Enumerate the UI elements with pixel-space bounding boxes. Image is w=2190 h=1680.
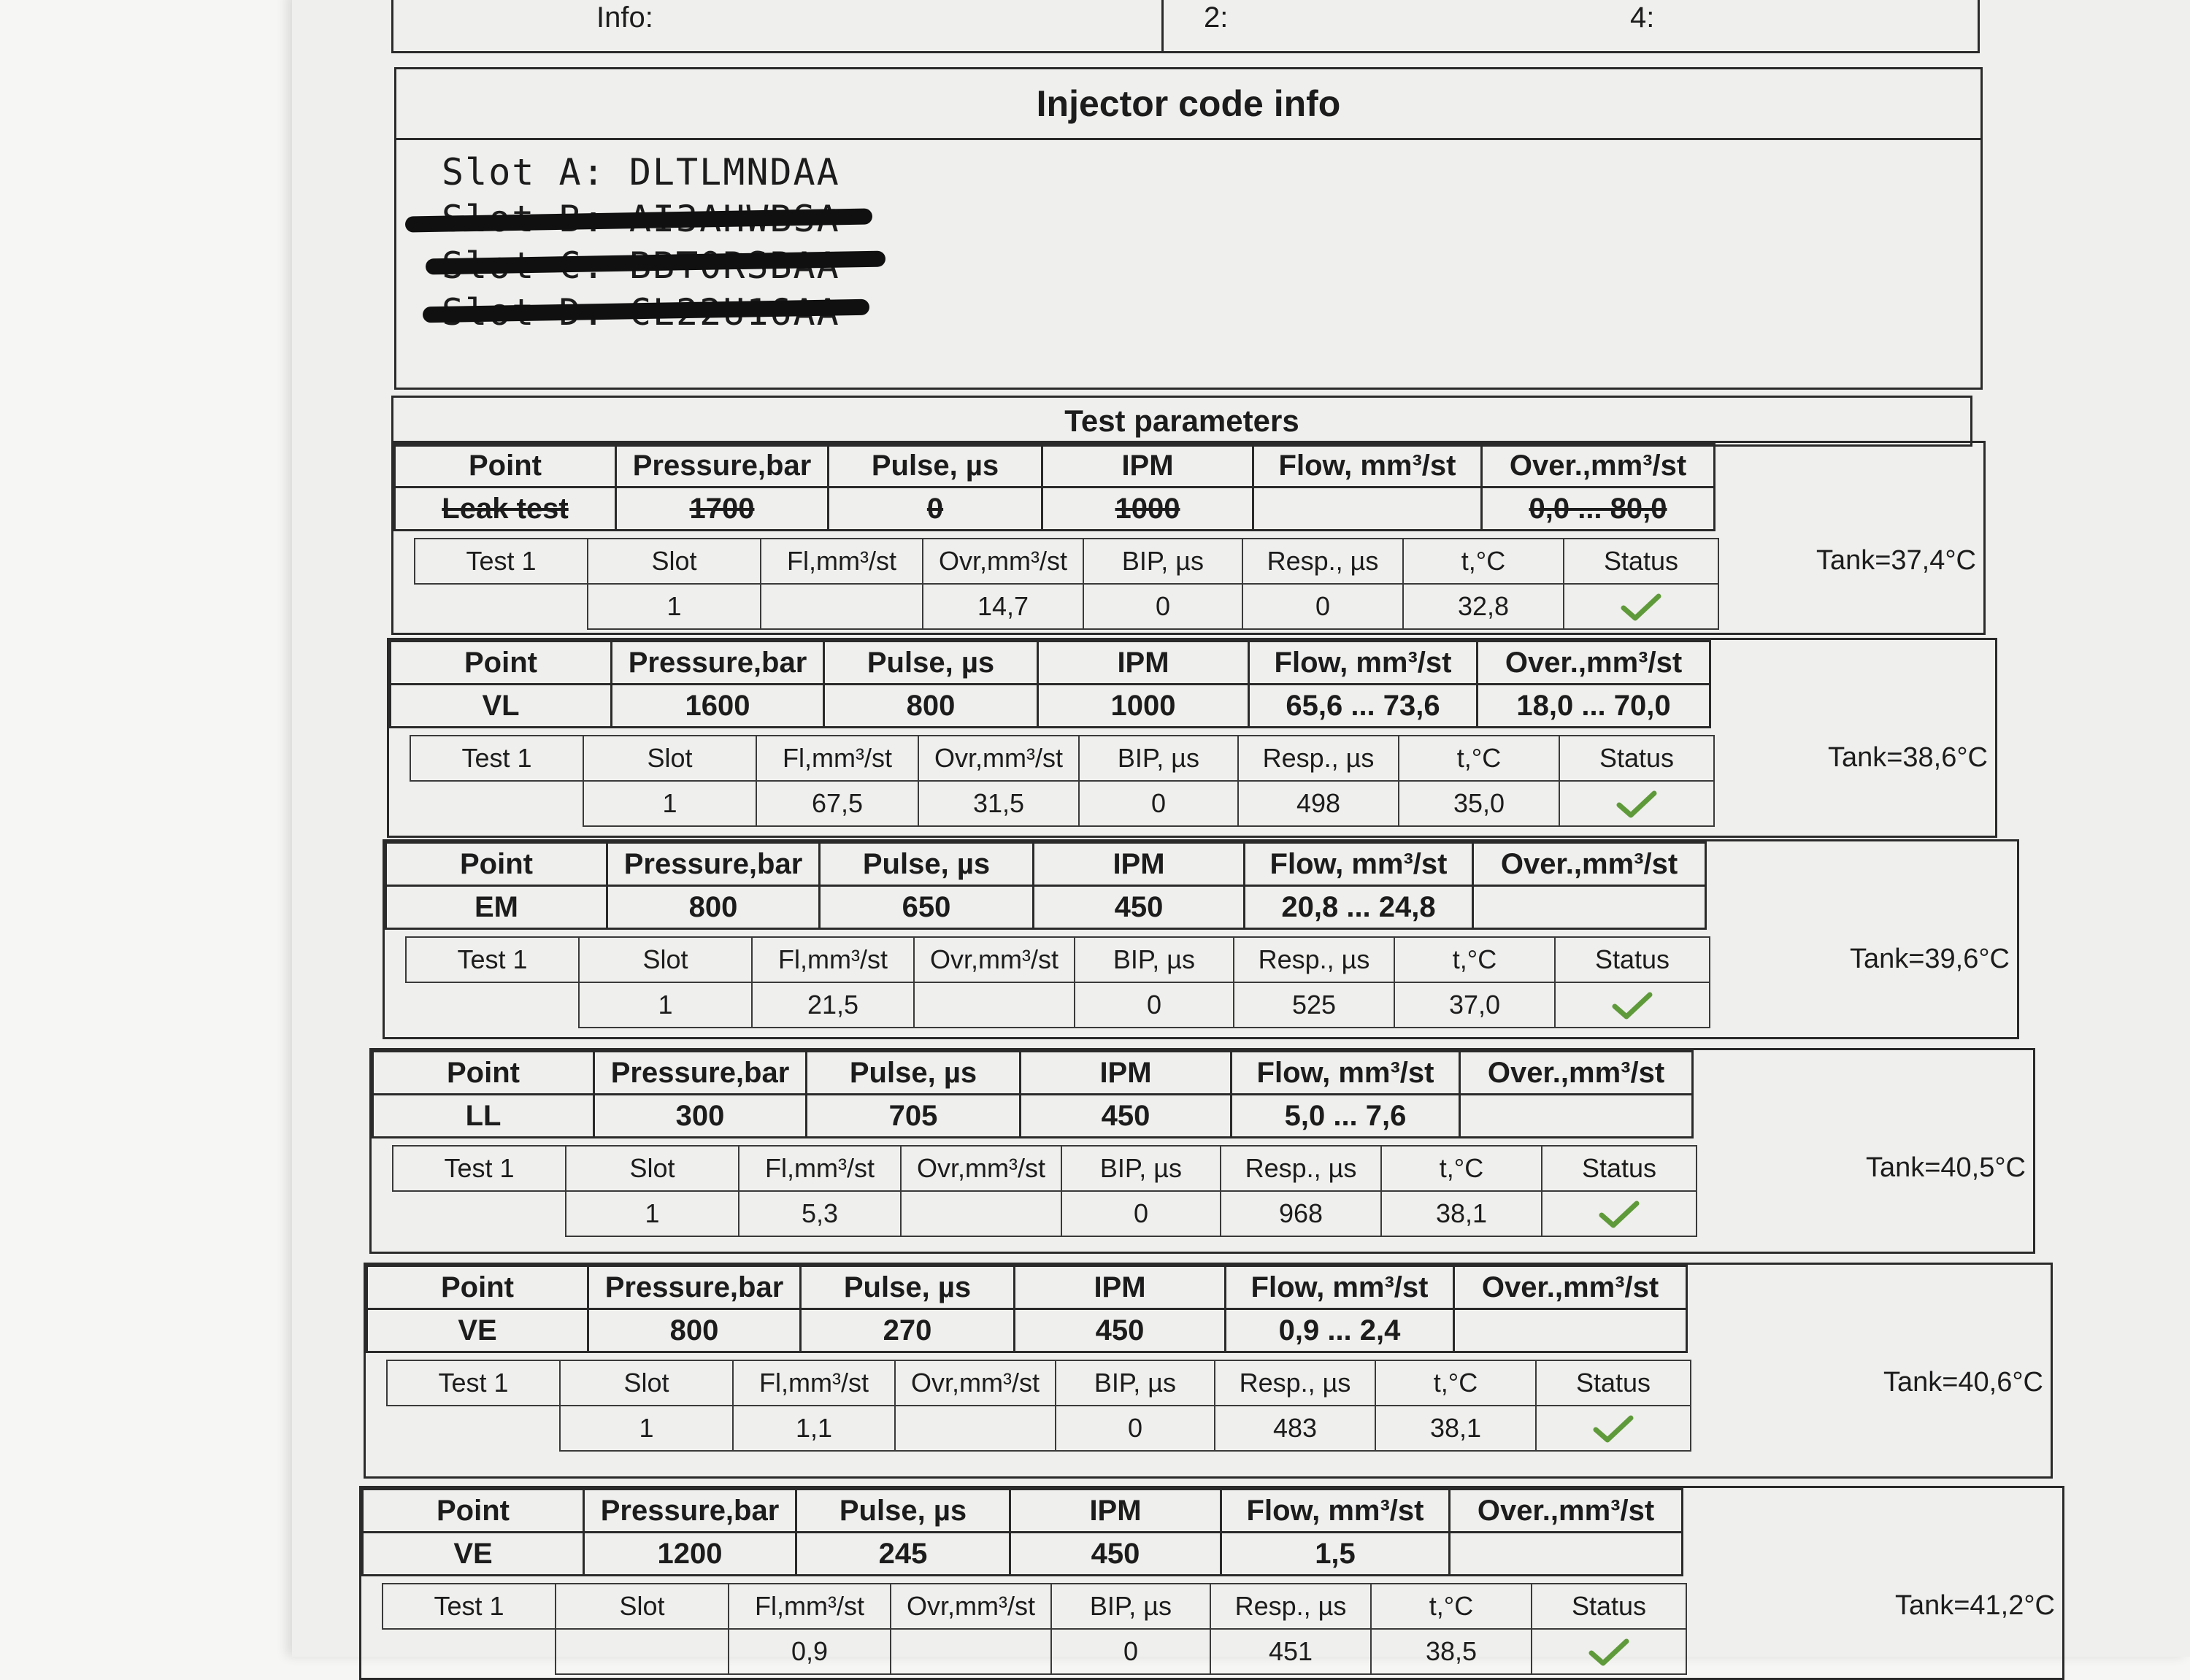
- test-results-table: [386, 1360, 1691, 1452]
- parameter-header-cell: IPM: [1034, 843, 1245, 886]
- param-point: VL: [391, 685, 612, 728]
- parameter-header-cell: Pressure,bar: [607, 843, 820, 886]
- result-ovr: 31,5: [918, 781, 1079, 826]
- results-header-cell: Fl,mm³/st: [729, 1584, 891, 1629]
- test-results-table: [405, 936, 1710, 1028]
- result-slot: 1: [588, 584, 761, 629]
- result-ovr: [891, 1629, 1051, 1674]
- parameter-value-row: [391, 685, 1710, 728]
- results-header-cell: t,°C: [1394, 937, 1555, 982]
- results-header-row: [387, 1360, 1691, 1406]
- results-header-cell: Fl,mm³/st: [752, 937, 914, 982]
- results-header-cell: Ovr,mm³/st: [914, 937, 1075, 982]
- param-pressure: 800: [607, 886, 820, 929]
- parameter-header-row: [391, 641, 1710, 685]
- results-value-row: [387, 1406, 1691, 1451]
- param-over: [1460, 1095, 1693, 1138]
- tank-temperature: Tank=37,4°C: [1816, 545, 1976, 576]
- result-resp: 498: [1238, 781, 1399, 826]
- result-fl: 5,3: [739, 1191, 901, 1236]
- results-header-cell: Resp., µs: [1242, 539, 1403, 584]
- param-flow: 5,0 ... 7,6: [1232, 1095, 1460, 1138]
- param-pulse: 800: [824, 685, 1038, 728]
- result-bip: 0: [1051, 1629, 1210, 1674]
- parameter-header-cell: Over.,mm³/st: [1473, 843, 1706, 886]
- result-bip: 0: [1056, 1406, 1215, 1451]
- result-temp: 37,0: [1394, 982, 1555, 1028]
- result-ovr: [914, 982, 1075, 1028]
- tank-temperature: Tank=39,6°C: [1849, 944, 2010, 974]
- param-flow: 20,8 ... 24,8: [1245, 886, 1473, 929]
- results-header-cell: Ovr,mm³/st: [895, 1360, 1056, 1406]
- param-ipm: 450: [1015, 1309, 1226, 1352]
- param-over: [1450, 1533, 1683, 1576]
- param-point: EM: [386, 886, 607, 929]
- result-fl: [761, 584, 923, 629]
- param-point: VE: [363, 1533, 584, 1576]
- test-label: Test 1: [406, 937, 579, 982]
- results-header-cell: t,°C: [1399, 736, 1559, 781]
- results-header-cell: t,°C: [1371, 1584, 1532, 1629]
- parameter-value-row: [395, 488, 1715, 531]
- results-header-cell: Fl,mm³/st: [756, 736, 918, 781]
- param-pulse: 245: [796, 1533, 1010, 1576]
- result-slot: 1: [560, 1406, 733, 1451]
- info-label: Info:: [596, 1, 653, 34]
- result-fl: 67,5: [756, 781, 918, 826]
- parameter-header-cell: Point: [395, 444, 616, 488]
- parameter-header-cell: IPM: [1021, 1052, 1232, 1095]
- param-ipm: 450: [1034, 886, 1245, 929]
- test-label: Test 1: [410, 736, 583, 781]
- result-temp: 38,1: [1381, 1191, 1542, 1236]
- result-temp: 35,0: [1399, 781, 1559, 826]
- parameter-header-cell: Over.,mm³/st: [1482, 444, 1715, 488]
- param-pulse: 705: [807, 1095, 1021, 1138]
- test-results-table: [392, 1145, 1697, 1237]
- parameter-header-cell: Point: [363, 1490, 584, 1533]
- parameter-header-cell: Flow, mm³/st: [1245, 843, 1473, 886]
- results-header-row: [383, 1584, 1686, 1629]
- results-header-cell: Resp., µs: [1221, 1146, 1381, 1191]
- results-value-row: [415, 584, 1718, 629]
- test-results-table: [414, 538, 1719, 630]
- results-header-cell: Slot: [560, 1360, 733, 1406]
- results-header-cell: Status: [1536, 1360, 1691, 1406]
- parameter-header-cell: Pressure,bar: [612, 641, 824, 685]
- parameter-header-cell: Pressure,bar: [594, 1052, 807, 1095]
- results-header-cell: Ovr,mm³/st: [891, 1584, 1051, 1629]
- test-label: Test 1: [387, 1360, 560, 1406]
- point-parameters-table: [372, 1050, 1694, 1138]
- results-header-cell: Resp., µs: [1238, 736, 1399, 781]
- result-resp: 451: [1210, 1629, 1371, 1674]
- info-row: [391, 0, 1980, 53]
- param-ipm: 1000: [1042, 488, 1253, 531]
- param-ipm: 1000: [1038, 685, 1249, 728]
- results-header-cell: Ovr,mm³/st: [923, 539, 1083, 584]
- param-over: [1473, 886, 1706, 929]
- parameter-header-cell: Pulse, µs: [829, 444, 1042, 488]
- result-bip: 0: [1075, 982, 1234, 1028]
- result-fl: 0,9: [729, 1629, 891, 1674]
- results-header-cell: Status: [1559, 736, 1714, 781]
- result-resp: 968: [1221, 1191, 1381, 1236]
- results-header-cell: Resp., µs: [1210, 1584, 1371, 1629]
- param-point: Leak test: [395, 488, 616, 531]
- result-resp: 0: [1242, 584, 1403, 629]
- tank-temperature: Tank=40,6°C: [1883, 1367, 2043, 1398]
- test-label: Test 1: [383, 1584, 556, 1629]
- parameter-header-cell: Point: [386, 843, 607, 886]
- parameter-value-row: [363, 1533, 1683, 1576]
- results-value-row: [410, 781, 1714, 826]
- status-check-mark-icon: [1555, 982, 1710, 1028]
- parameter-header-cell: IPM: [1010, 1490, 1221, 1533]
- result-temp: 38,1: [1375, 1406, 1536, 1451]
- results-header-cell: Slot: [556, 1584, 729, 1629]
- param-over: 18,0 ... 70,0: [1478, 685, 1710, 728]
- parameter-header-cell: Pulse, µs: [820, 843, 1034, 886]
- test-parameters-title: Test parameters: [391, 396, 1972, 447]
- point-parameters-table: [385, 841, 1707, 930]
- point-parameters-table: [393, 443, 1716, 531]
- parameter-header-cell: Over.,mm³/st: [1460, 1052, 1693, 1095]
- point-parameters-table: [366, 1265, 1688, 1353]
- parameter-header-cell: Flow, mm³/st: [1226, 1266, 1454, 1309]
- result-fl: 1,1: [733, 1406, 895, 1451]
- point-parameters-table: [361, 1488, 1683, 1576]
- parameter-header-row: [395, 444, 1715, 488]
- point-parameters-table: [389, 640, 1711, 728]
- results-header-cell: BIP, µs: [1083, 539, 1242, 584]
- injector-code-info: [394, 67, 1983, 390]
- test-label: Test 1: [415, 539, 588, 584]
- test-section: [364, 1263, 2053, 1479]
- result-resp: 525: [1234, 982, 1394, 1028]
- parameter-value-row: [373, 1095, 1693, 1138]
- parameter-value-row: [386, 886, 1706, 929]
- param-flow: 65,6 ... 73,6: [1249, 685, 1478, 728]
- parameter-header-cell: IPM: [1015, 1266, 1226, 1309]
- blank-cell: [415, 584, 588, 629]
- results-header-cell: t,°C: [1403, 539, 1564, 584]
- param-pulse: 650: [820, 886, 1034, 929]
- results-header-cell: Status: [1532, 1584, 1686, 1629]
- param-point: LL: [373, 1095, 594, 1138]
- test-section: [369, 1048, 2035, 1254]
- results-header-row: [415, 539, 1718, 584]
- parameter-header-cell: Point: [373, 1052, 594, 1095]
- results-header-cell: Status: [1564, 539, 1718, 584]
- results-header-cell: BIP, µs: [1056, 1360, 1215, 1406]
- parameter-value-row: [367, 1309, 1687, 1352]
- parameter-header-row: [386, 843, 1706, 886]
- result-resp: 483: [1215, 1406, 1375, 1451]
- result-slot: 1: [566, 1191, 739, 1236]
- results-value-row: [406, 982, 1710, 1028]
- results-header-cell: Slot: [583, 736, 756, 781]
- parameter-header-cell: IPM: [1038, 641, 1249, 685]
- result-slot: 1: [583, 781, 756, 826]
- parameter-header-cell: Pulse, µs: [807, 1052, 1021, 1095]
- results-value-row: [383, 1629, 1686, 1674]
- parameter-header-cell: Flow, mm³/st: [1249, 641, 1478, 685]
- param-pressure: 1200: [584, 1533, 796, 1576]
- parameter-header-cell: Pressure,bar: [588, 1266, 801, 1309]
- param-pressure: 1700: [616, 488, 829, 531]
- parameter-header-cell: Pulse, µs: [824, 641, 1038, 685]
- parameter-header-cell: Pressure,bar: [616, 444, 829, 488]
- results-header-cell: BIP, µs: [1051, 1584, 1210, 1629]
- results-header-cell: Resp., µs: [1234, 937, 1394, 982]
- param-over: 0,0 ... 80,0: [1482, 488, 1715, 531]
- tank-temperature: Tank=38,6°C: [1827, 742, 1988, 773]
- result-bip: 0: [1061, 1191, 1221, 1236]
- results-header-cell: Status: [1542, 1146, 1697, 1191]
- results-header-row: [410, 736, 1714, 781]
- result-ovr: 14,7: [923, 584, 1083, 629]
- info-col-2: 2:: [1204, 1, 1229, 34]
- parameter-header-cell: IPM: [1042, 444, 1253, 488]
- param-point: VE: [367, 1309, 588, 1352]
- param-flow: [1253, 488, 1482, 531]
- test-results-table: [382, 1583, 1687, 1675]
- results-header-cell: t,°C: [1375, 1360, 1536, 1406]
- result-fl: 21,5: [752, 982, 914, 1028]
- info-divider: [1161, 0, 1164, 51]
- results-header-cell: Slot: [579, 937, 752, 982]
- parameter-header-cell: Flow, mm³/st: [1221, 1490, 1450, 1533]
- results-header-cell: Fl,mm³/st: [739, 1146, 901, 1191]
- blank-cell: [393, 1191, 566, 1236]
- param-flow: 0,9 ... 2,4: [1226, 1309, 1454, 1352]
- parameter-header-cell: Point: [391, 641, 612, 685]
- injector-code-title: Injector code info: [396, 69, 1980, 140]
- test-section: [387, 638, 1997, 838]
- result-bip: 0: [1083, 584, 1242, 629]
- status-check-mark-icon: [1532, 1629, 1686, 1674]
- info-col-4: 4:: [1630, 1, 1655, 34]
- results-header-cell: Status: [1555, 937, 1710, 982]
- param-pressure: 300: [594, 1095, 807, 1138]
- results-header-cell: BIP, µs: [1075, 937, 1234, 982]
- test-results-table: [410, 735, 1715, 827]
- param-ipm: 450: [1021, 1095, 1232, 1138]
- slot-a-code: Slot A: DLTLMNDAA: [442, 151, 840, 193]
- parameter-header-cell: Pulse, µs: [801, 1266, 1015, 1309]
- results-header-cell: BIP, µs: [1079, 736, 1238, 781]
- param-flow: 1,5: [1221, 1533, 1450, 1576]
- blank-cell: [387, 1406, 560, 1451]
- parameter-header-row: [363, 1490, 1683, 1533]
- results-header-cell: Ovr,mm³/st: [918, 736, 1079, 781]
- parameter-header-cell: Over.,mm³/st: [1450, 1490, 1683, 1533]
- test-section: [359, 1486, 2064, 1680]
- test-section: [391, 441, 1986, 635]
- parameter-header-cell: Flow, mm³/st: [1253, 444, 1482, 488]
- param-pulse: 270: [801, 1309, 1015, 1352]
- parameter-header-cell: Pressure,bar: [584, 1490, 796, 1533]
- parameter-header-cell: Point: [367, 1266, 588, 1309]
- status-check-mark-icon: [1564, 584, 1718, 629]
- result-ovr: [901, 1191, 1061, 1236]
- results-header-row: [393, 1146, 1697, 1191]
- result-temp: 32,8: [1403, 584, 1564, 629]
- blank-cell: [410, 781, 583, 826]
- param-pressure: 1600: [612, 685, 824, 728]
- results-header-cell: Slot: [588, 539, 761, 584]
- result-slot: [556, 1629, 729, 1674]
- param-ipm: 450: [1010, 1533, 1221, 1576]
- tank-temperature: Tank=41,2°C: [1894, 1590, 2055, 1621]
- parameter-header-row: [373, 1052, 1693, 1095]
- param-pulse: 0: [829, 488, 1042, 531]
- test-label: Test 1: [393, 1146, 566, 1191]
- status-check-mark-icon: [1542, 1191, 1697, 1236]
- param-pressure: 800: [588, 1309, 801, 1352]
- results-value-row: [393, 1191, 1697, 1236]
- parameter-header-cell: Over.,mm³/st: [1478, 641, 1710, 685]
- tank-temperature: Tank=40,5°C: [1865, 1152, 2026, 1183]
- results-header-cell: Ovr,mm³/st: [901, 1146, 1061, 1191]
- test-section: [383, 839, 2019, 1039]
- results-header-cell: Fl,mm³/st: [761, 539, 923, 584]
- parameter-header-cell: Flow, mm³/st: [1232, 1052, 1460, 1095]
- results-header-cell: Resp., µs: [1215, 1360, 1375, 1406]
- results-header-cell: Slot: [566, 1146, 739, 1191]
- result-temp: 38,5: [1371, 1629, 1532, 1674]
- result-ovr: [895, 1406, 1056, 1451]
- results-header-cell: t,°C: [1381, 1146, 1542, 1191]
- result-slot: 1: [579, 982, 752, 1028]
- parameter-header-cell: Pulse, µs: [796, 1490, 1010, 1533]
- parameter-header-cell: Over.,mm³/st: [1454, 1266, 1687, 1309]
- status-check-mark-icon: [1559, 781, 1714, 826]
- parameter-header-row: [367, 1266, 1687, 1309]
- status-check-mark-icon: [1536, 1406, 1691, 1451]
- results-header-row: [406, 937, 1710, 982]
- param-over: [1454, 1309, 1687, 1352]
- blank-cell: [406, 982, 579, 1028]
- result-bip: 0: [1079, 781, 1238, 826]
- results-header-cell: BIP, µs: [1061, 1146, 1221, 1191]
- blank-cell: [383, 1629, 556, 1674]
- results-header-cell: Fl,mm³/st: [733, 1360, 895, 1406]
